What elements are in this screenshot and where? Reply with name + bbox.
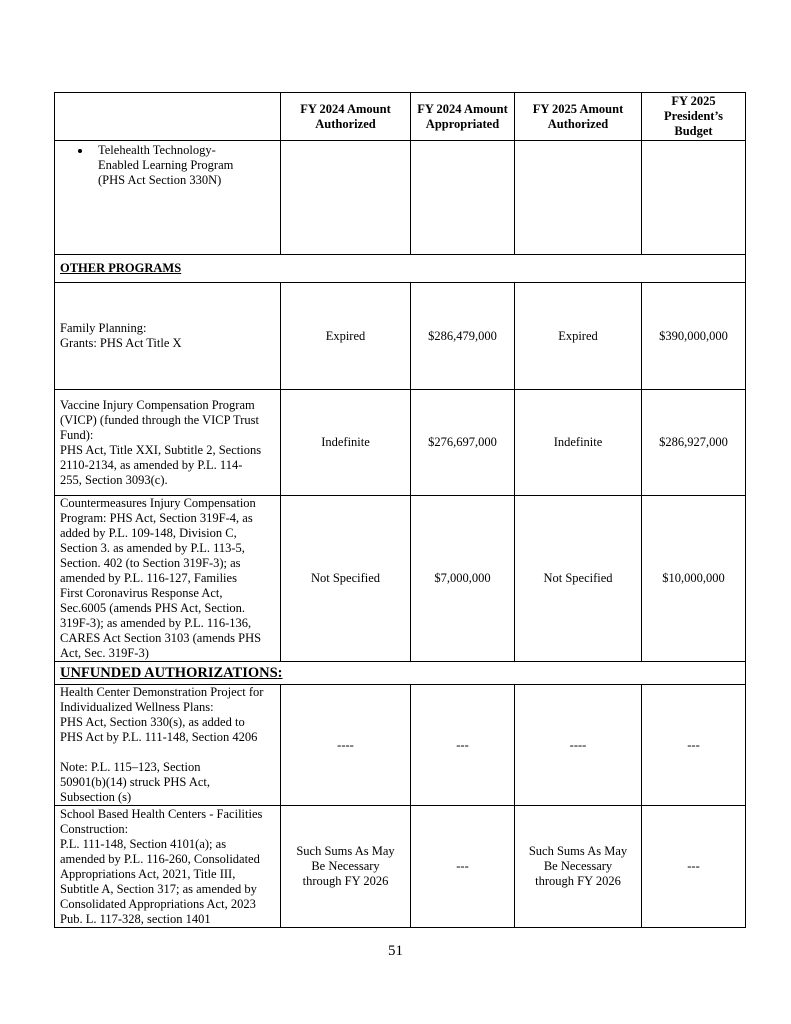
program-line: P.L. 111-148, Section 4101(a); as [60, 836, 227, 851]
fy2025-authorized-cell [515, 806, 642, 928]
program-line: Consolidated Appropriations Act, 2023 [60, 896, 256, 911]
fy2024-authorized-cell: ---- [281, 685, 411, 806]
other-programs-heading: OTHER PROGRAMS [55, 255, 746, 283]
fy2025-budget-cell: --- [642, 685, 746, 806]
value-line: through FY 2026 [302, 874, 389, 888]
unfunded-heading [55, 662, 746, 685]
program-line: PHS Act, Title XXI, Subtitle 2, Sections [60, 442, 262, 457]
program-line: School Based Health Centers - Facilities [60, 806, 263, 821]
fy2025-authorized-cell: Expired [515, 283, 642, 390]
telehealth-fy2024-authorized [281, 141, 411, 255]
header-fy2025-budget [642, 93, 746, 141]
value-line: through FY 2026 [535, 874, 621, 888]
header-program [55, 93, 281, 141]
fy2024-authorized-cell: Expired [281, 283, 411, 390]
program-line: Health Center Demonstration Project for [60, 685, 264, 699]
value-line: Such Sums As May [528, 844, 628, 858]
fy2025-budget-cell: $390,000,000 [642, 283, 746, 390]
program-line: 50901(b)(14) struck PHS Act, [60, 775, 210, 789]
program-line: 2110-2134, as amended by P.L. 114- [60, 457, 243, 472]
fy2025-authorized-cell: Not Specified [515, 496, 642, 662]
fy2024-authorized-cell: Indefinite [281, 390, 411, 496]
telehealth-bullet-item [92, 143, 275, 188]
program-line: added by P.L. 109-148, Division C, [60, 526, 237, 540]
program-line: Section. 402 (to Section 319F-3); as [60, 556, 241, 570]
program-line: Fund): [60, 427, 94, 442]
header-row [55, 93, 746, 141]
table-row [55, 685, 746, 806]
program-line: Construction: [60, 821, 129, 836]
fy2025-authorized-cell: Indefinite [515, 390, 642, 496]
value-line: Be Necessary [543, 859, 613, 873]
telehealth-fy2025-budget [642, 141, 746, 255]
header-fy2024-appropriated-text: FY 2024 Amount Appropriated [417, 101, 508, 131]
telehealth-row [55, 141, 746, 255]
telehealth-line-2: Enabled Learning Program [98, 158, 234, 172]
header-fy2024-authorized-text: FY 2024 Amount Authorized [300, 101, 391, 131]
program-description [55, 390, 281, 496]
program-line: Individualized Wellness Plans: [60, 700, 214, 714]
table-row [55, 806, 746, 928]
program-line: Vaccine Injury Compensation Program [60, 397, 255, 412]
program-line: amended by P.L. 116-260, Consolidated [60, 851, 260, 866]
telehealth-bullet-list [60, 143, 275, 188]
program-line: 319F-3); as amended by P.L. 116-136, [60, 616, 252, 630]
header-fy2024-appropriated [411, 93, 515, 141]
program-line: PHS Act, Section 330(s), as added to [60, 715, 245, 729]
fy2024-appropriated-cell: --- [411, 806, 515, 928]
program-line: Countermeasures Injury Compensation [60, 496, 256, 510]
fy2025-budget-cell: $286,927,000 [642, 390, 746, 496]
page-number: 51 [388, 943, 403, 959]
fy2025-budget-cell: --- [642, 806, 746, 928]
table-row [55, 496, 746, 662]
unfunded-row [55, 662, 746, 685]
header-fy2025-authorized [515, 93, 642, 141]
fy2024-appropriated-cell: $276,697,000 [411, 390, 515, 496]
program-line: First Coronavirus Response Act, [60, 586, 223, 600]
other-programs-row [55, 255, 746, 283]
header-fy2025-authorized-text: FY 2025 Amount Authorized [532, 101, 624, 131]
fy2025-authorized-cell: ---- [515, 685, 642, 806]
telehealth-line-3: (PHS Act Section 330N) [98, 173, 222, 187]
telehealth-program-cell [55, 141, 281, 255]
telehealth-fy2025-authorized [515, 141, 642, 255]
table-row [55, 283, 746, 390]
fy2024-authorized-cell: Not Specified [281, 496, 411, 662]
program-line: CARES Act Section 3103 (amends PHS [60, 631, 262, 645]
fy2024-appropriated-cell: --- [411, 685, 515, 806]
program-line: Act, Sec. 319F-3) [60, 646, 149, 660]
program-line: 255, Section 3093(c). [60, 472, 168, 487]
fy2024-appropriated-cell: $7,000,000 [411, 496, 515, 662]
program-description [55, 496, 281, 662]
program-line [60, 745, 275, 760]
fy2025-budget-cell: $10,000,000 [642, 496, 746, 662]
program-line: Subsection (s) [60, 790, 132, 804]
program-line: amended by P.L. 116-127, Families [60, 571, 237, 585]
program-line: Program: PHS Act, Section 319F-4, as [60, 511, 253, 525]
program-line: PHS Act by P.L. 111-148, Section 4206 [60, 730, 258, 744]
program-line: Subtitle A, Section 317; as amended by [60, 881, 257, 896]
program-line: Note: P.L. 115–123, Section [60, 760, 201, 774]
program-line: Pub. L. 117-328, section 1401 [60, 911, 211, 926]
program-description [55, 806, 281, 928]
program-line: Sec.6005 (amends PHS Act, Section. [60, 601, 246, 615]
value-line: Be Necessary [311, 859, 380, 873]
program-line: Grants: PHS Act Title X [60, 336, 182, 350]
program-description [55, 685, 281, 806]
header-fy2024-authorized [281, 93, 411, 141]
program-line: Appropriations Act, 2021, Title III, [60, 866, 236, 881]
telehealth-line-1: • Telehealth Technology- [98, 143, 216, 157]
value-line: Such Sums As May [296, 844, 395, 858]
unfunded-heading-colon: : [277, 664, 283, 681]
fy2024-appropriated-cell: $286,479,000 [411, 283, 515, 390]
program-line: (VICP) (funded through the VICP Trust [60, 412, 259, 427]
header-fy2025-budget-text: FY 2025 President’s Budget [663, 94, 724, 138]
program-description [55, 283, 281, 390]
program-line: Section 3. as amended by P.L. 113-5, [60, 541, 245, 555]
appropriations-table [54, 92, 746, 928]
telehealth-fy2024-appropriated [411, 141, 515, 255]
program-line: Family Planning: [60, 321, 147, 335]
fy2024-authorized-cell [281, 806, 411, 928]
unfunded-heading-text: UNFUNDED AUTHORIZATIONS [60, 664, 278, 681]
table-row [55, 390, 746, 496]
